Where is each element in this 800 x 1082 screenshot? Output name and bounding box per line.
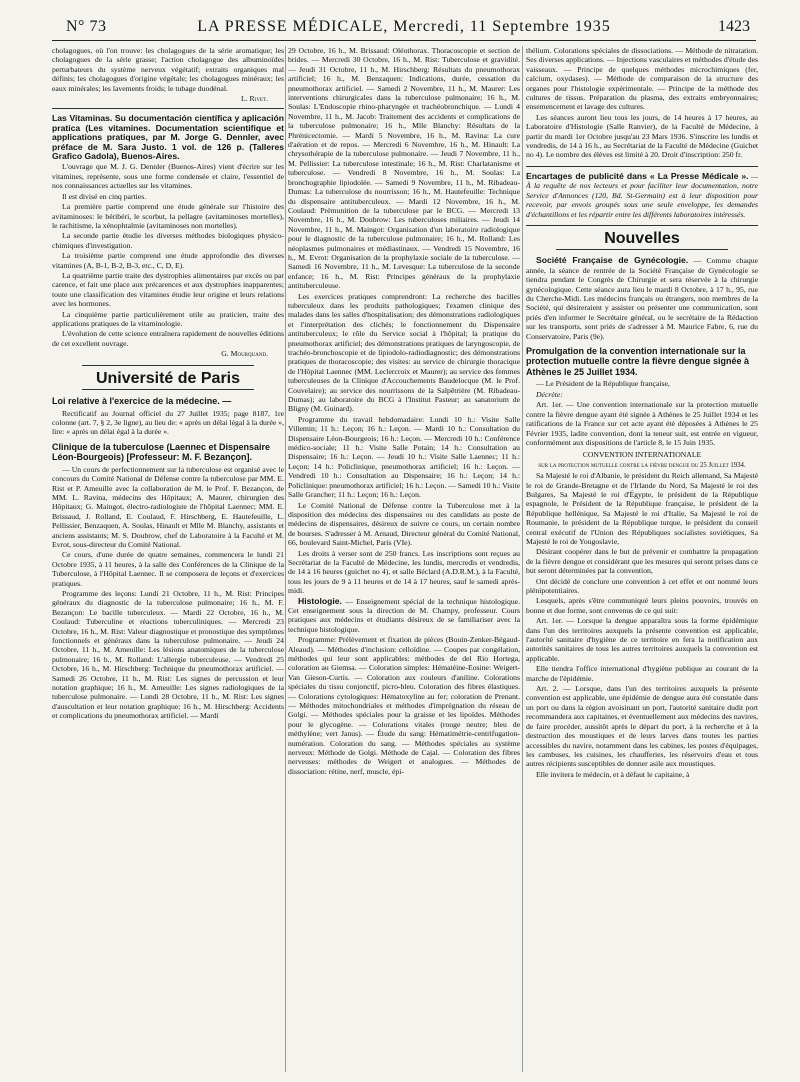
column-2: [288, 46, 520, 1072]
notice-box: [526, 166, 758, 226]
paragraph: Société Française de Gynécologie. — Comme chaque année, la séance de rentrée de la Société Française de Gynécologie se tiendra pendant le Congrès de Chirurgie et sera réservée à la chirurgie gynécologique. Cette séance aura lieu le mardi 8 Octobre, à 17 h., 95, rue du Cherche-Midi. Les médecins français ou étrangers, non membres de la Société, qui désireraient y assister ou présenter une communication, sont priés d'en informer le Secrétaire général, ou le secrétaire de la Rédaction sur les transports, sont priés de s'adresser à M. Maurice Fabre, 6, rue du Conservatoire, Paris (9e).: [526, 255, 758, 341]
subsection-title: Société Française de Gynécologie.: [536, 255, 689, 266]
paragraph: Décrète:: [536, 389, 563, 399]
divider: [52, 108, 284, 109]
paragraph: Ont décidé de conclure une convention à cet effet et ont nommé leurs plénipotentiaires.: [526, 576, 758, 595]
paragraph: Elle invitera le médecin, et à défaut le capitaine, à: [536, 769, 690, 779]
section-title: Nouvelles: [604, 229, 680, 247]
column-1: [52, 46, 284, 1072]
paragraph: Les séances auront lieu tous les jours, de 14 heures à 17 heures, au Laboratoire d'Histologie (Salle Ranvier), de la Faculté de Médecine, à partir du mardi 1er Octobre jusqu'au 23 Mars 1936. S'inscrire les lundis et vendredis, de 14 à 16 h., au Secrétariat de la Faculté de Médecine (Guichet no 4). Le nombre des élèves est limité à 20. Droit d'inscription: 250 fr.: [526, 112, 758, 160]
paragraph: Elle tiendra l'office international d'hygiène publique au courant de la marche de l'épidémie.: [526, 664, 758, 683]
paragraph: Désirant coopérer dans le but de prévenir et combattre la propagation de la fièvre dengue et considérant que les mesures qui seront prises dans ce but seront déterminées par la convention,: [526, 547, 758, 576]
paragraph: — Le Président de la République française,: [536, 379, 670, 389]
paragraph: Sa Majesté le roi d'Albanie, le président du Reich allemand, Sa Majesté le roi de Grande-Bretagne et de l'Irlande du Nord, Sa Majesté le roi des Bulgares, Sa Majesté le roi d'Égypte, le président de la République espagnole, le Président de la République française, le président de la République hellénique, Sa Majesté le roi d'Italie, Sa Majesté le roi de Roumanie, le président de la République turque, le président du conseil central exécutif de l'Union des Républiques socialistes soviétiques, Sa Majesté le roi de Yougoslavie,: [526, 471, 758, 546]
paragraph: Ce cours, d'une durée de quatre semaines, commencera le lundi 21 Octobre 1935, à 11 heures, à la salle des Conférences de la Clinique de la Tuberculose, à l'Hôpital Laennec. Il se composera de leçons et d'exercices pratiques.: [52, 550, 284, 588]
column-3: [526, 46, 758, 1072]
signature: G. Mourquand.: [221, 349, 268, 359]
divider: [556, 249, 728, 250]
paragraph: Rectificatif au Journal officiel du 27 Juillet 1935; page 8187, 1re colonne (art. 7, § 2, 3e ligne), au lieu de: « après un délai légal à la durée », lire: « après un délai égal à la durée ».: [52, 408, 284, 437]
issue-number: N° 73: [66, 18, 107, 35]
divider: [82, 389, 254, 390]
paragraph: L'ouvrage que M. J. G. Dennler (Buenos-Aires) vient d'écrire sur les vitamines, représente, sous une forme condensée et claire, l'essentiel de nos connaissances actuelles sur les vitamines.: [52, 162, 284, 191]
divider: [82, 365, 254, 366]
paragraph: Programme: Prélèvement et fixation de pièces (Bouin-Zenker-Bégaud-Aleaud). — Méthodes d'inclusion: celloïdine. — Coupes par congélation, méthodes qui leur sont applicables: méthodes de del Rio Hortega, coloration au Giemsa. — Coloration simples: Hématéine-Eosine: Weigert-Van Gieson-Curtis. — Coloration aux couleurs d'aniline. Colorations spéciales du tissu conjonctif, picro-bleu. Coloration des fibres élastiques. — Colorations cytologiques: Hématoxyline au fer; coloration de Prenant. — Méthodes mitochondriales et méthodes d'imprégnation du réseau de Golgi. — Méthodes spéciales pour la graisse et les lipoïdes. Méthodes pour le glycogène. — Colorations vitales (rouge neutre; bleu de méthylène; vert Janus). — Étude du sang: Hématimétrie-centrifugation-numération. Coloration du sang. — Méthodes spéciales au système nerveux: Méthode de Golgi. Méthode de Cajal. — Coloration des fibres nerveuses: méthodes de Weigert et analogues. — Méthodes de dissociation: rétine, nerf, muscle, épi-: [288, 635, 520, 776]
paragraph: Programme des leçons: Lundi 21 Octobre, 11 h., M. Rist: Principes généraux du diagnostic de la tuberculose pulmonaire; 16 h., M. F. Bezançon: Le bacille tuberculeux. — Mardi 22 Octobre, 16 h., M. Coulaud: Tuberculine et réactions tuberculiniques. — Mercredi 23 Octobre, 16 h., M. Rist: Valeur diagnostique et pronostique des symptômes fonctionnels et généraux dans la tuberculose pulmonaire. — Jeudi 24 Octobre, 11 h., M. Ameuille: Les lésions anatomiques de la tuberculose pulmonaire; 16 h., M. Rolland: L'allergie tuberculeuse. — Vendredi 25 Octobre, 16 h., M. Hirschberg: Technique du pneumothorax artificiel. — Samedi 26 Octobre, 11 h., M. Rist: Les signes de percussion et leur notation graphique; 16 h., M. Ameuille: Les signes radiologiques de la tuberculose pulmonaire. — Lundi 28 Octobre, 11 h., M. Rist: Les signes d'auscultation et leur notation graphique; 16 h., M. Hirschberg: Accidents et complications du pneumothorax artificiel. — Mardi: [52, 589, 284, 721]
convention-heading: CONVENTION INTERNATIONALE: [582, 450, 702, 460]
signature: L. Rivet.: [241, 94, 268, 104]
paragraph: cholagogues, où l'on trouve: les cholagogues de la série aromatique; les cholagogues de la série grasse; l'action cholagogue des albuminoïdes perturbateurs du système nerveux végétatif; extraits organiques mal définis; les cholagogues d'origine végétale; les cholagogues minéraux; les eaux minérales; les lavements froids; le tubage duodénal.: [52, 46, 284, 93]
paragraph: Art. 1er. — Lorsque la dengue apparaîtra sous la forme épidémique dans l'un des territoires auxquels la présente convention est applicable, l'autorité sanitaire d'hygiène de ce territoire en fera la notification aux autorités sanitaires de tous les autres territoires auxquels la convention est applicable.: [526, 616, 758, 663]
column-divider: [285, 46, 286, 1072]
subsection-title: Promulgation de la convention internationale sur la protection mutuelle contre la fièvre dengue signée à Athènes le 25 Juillet 1934.: [526, 345, 750, 377]
paragraph: La cinquième partie particulièrement utile au praticien, traite des applications pratiques de la vitaminologie.: [52, 309, 284, 328]
paragraph: Encartages de publicité dans « La Presse Médicale ». — À la requête de nos lecteurs et pour faciliter leur documentation, notre Service d'Annonces (120, Bd. St-Germain) est à leur disposition pour recevoir, par envois groupés sous une seule enveloppe, les demandes d'échantillons et les répartir entre les différents laboratoires intéressés.: [526, 170, 758, 219]
paragraph: Histologie. — Enseignement spécial de la technique histologique. Cet enseignement sous la direction de M. Champy, professeur. Cours pratiques aux médecins et étudiants désireux de se familiariser avec la technique histologique.: [288, 595, 520, 634]
paragraph: La quatrième partie traite des dystrophies alimentaires par excès ou par carence, et fait une place aux précarences et aux dystrophies inapparentes; toute une classification des vitamines étudie leur origine et leurs relations avec les hormones.: [52, 270, 284, 309]
convention-subheading: sur la protection mutuelle contre la fièvre dengue du 25 Juillet 1934.: [538, 461, 746, 469]
paragraph: Les droits à verser sont de 250 francs. Les inscriptions sont reçues au Secrétariat de la Faculté de Médecine, les lundis, mercredis et vendredis, de 14 à 16 heures (guichet no 4), et salle Béclard (A.D.R.M.), à la Faculté, tous les jours de 9 à 11 heures et de 14 à 17 heures, sauf le samedi après-midi.: [288, 548, 520, 596]
review-title: Las Vitaminas. Su documentación científica y aplicación pratica (Les vitamines. Documentation scientifique et applications pratiques, par M. Jorge G. Dennler, avec préface de M. Sara Justo. 1 vol. de 126 p. (Talleres Grafico Gadola), Buenos-Aires.: [52, 113, 284, 162]
subsection-title: Loi relative à l'exercice de la médecine. —: [52, 396, 232, 406]
header-rule: [52, 40, 756, 41]
paragraph: Lesquels, après s'être communiqué leurs pleins pouvoirs, trouvés en bonne et due forme, sont convenus de ce qui suit:: [526, 596, 758, 615]
paragraph: La troisième partie comprend une étude approfondie des diverses vitamines (A, B-1, B-2, B-3, etc., C, D, E).: [52, 251, 284, 270]
paragraph: — Un cours de perfectionnement sur la tuberculose est organisé avec le concours du Comité National de Défense contre la tuberculose par MM. E. Rist et P. Ameuille avec la collaboration de M. le Prof. F. Bezançon, de MM. L. Ravina, médecins des Hôpitaux; A. Maurer, chirurgien des Hôpitaux; G. Maingot, électro-radiologiste de l'hôpital Laennec; MM. E. Brissaud, J. Rolland, E. Coulaud, F. Hirschberg, E. Hautefeuille, L. Pellissier, Benzaquen, A. Soulas, Hinault et Mlle M. Blanchy, assistants et anciens assistants; M. S. Doubrow, chef de Laboratoire à la Faculté et M. Evrot, sous-directeur du Comité National.: [52, 464, 284, 549]
paragraph: Les exercices pratiques comprendront: La recherche des bacilles tuberculeux dans les produits pathologiques; l'examen clinique des malades dans les salles d'hospitalisation; des démonstrations radiologiques et l'interprétation des clichés; le fonctionnement du Dispensaire antituberculeux; le rôle du Service social à l'hôpital; la pratique du pneumothorax artificiel; des démonstrations pratiques de laryngoscopie, de trachéo-bronchoscopie et de lipiodolo-radiodiagnostic; des démonstrations pratiques de thoracoscopie; des visites: au service de chirurgie thoracique de l'Hôpital Laennec (MM. Leclercroix et Maurer); au service des femmes tuberculeuses de la Clinique d'Accouchements Baudelocque (M. le Prof. Couvelaire); au service des nourrissons de la Salpêtrière (M. Ribadeau-Dumas); au laboratoire du BCG à l'Institut Pasteur; au sanatorium de Bligny (M. Guinard).: [288, 291, 520, 414]
page-header: [52, 8, 756, 38]
subsection-title: Histologie.: [298, 595, 342, 606]
journal-title: LA PRESSE MÉDICALE, Mercredi, 11 Septembre 1935: [197, 18, 611, 35]
column-divider: [522, 46, 523, 1072]
paragraph: Art. 2. — Lorsque, dans l'un des territoires auxquels la présente convention est applicable, une épidémie de dengue aura été constatée dans un port ou dans la région avoisinant un port, l'autorité sanitaire dudit port recommandera aux capitaines, et éventuellement aux médecins des navires, de faire procéder, aussitôt après le départ du port, à la recherche et à la destruction des moustiques et de leurs larves dans toutes les parties accessibles du navire, notamment dans les cabines, les postes d'équipages, les cambuses, les cuisines, les chaufferies, les réservoirs d'eau et tous autres récipients susceptibles de donner asile aux moustiques.: [526, 684, 758, 769]
paragraph: Il est divisé en cinq parties.: [62, 191, 147, 201]
paragraph: L'évolution de cette science entraînera rapidement de nouvelles éditions de cet excellent ouvrage.: [52, 329, 284, 348]
subsection-title: Clinique de la tuberculose (Laennec et Dispensaire Léon-Bourgeois) [Professeur: M. F. Bezançon].: [52, 441, 271, 463]
paragraph: Programme du travail hebdomadaire: Lundi 10 h.: Visite Salle Villemin; 11 h.: Leçon; 16 h.: Leçon. — Mardi 10 h.: Consultation du Dispensaire Léon-Bourgeois; 16 h.: Leçon. — Mercredi 10 h.: Conférence médico-sociale; 11 h.: Visite Salle Potain; 14 h.: Consultation au Dispensaire; 16 h.: Leçon. — Jeudi 10 h.: Visite Salle Laennec; 11 h.: Leçon; 14 h.: Policlinique, pneumothorax artificiel; 16 h.: Leçon. — Vendredi 10 h.: Consultation au Dispensaire; 16 h.: Leçon; 14 h.: Policlinique: pneumothorax artificiel; 16 h.: Leçon. — Samedi 10 h.: Visite Salle Grancher; 11 h.: Leçon; 16 h.: Leçon.: [288, 414, 520, 500]
section-title: Université de Paris: [95, 369, 241, 387]
paragraph: Art. 1er. — Une convention internationale sur la protection mutuelle contre la fièvre dengue ayant été signée à Athènes le 25 Juillet 1934 et les ratifications de la France sur cet acte ayant été déposées à Athènes le 25 Février 1935, ladite convention, dont la teneur suit, est entrée en vigueur, conformément aux dispositions de l'article 8, le 15 Juin 1935.: [526, 400, 758, 447]
paragraph: Le Comité National de Défense contre la Tuberculose met à la disposition des médecins des dispensaires ou des candidats au poste de médecins de dispensaires, désireux de suivre ce cours, un certain nombre de bourses. S'adresser à M. Arnaud, Directeur général du Comité National, 66, boulevard Saint-Michel, Paris (VIe).: [288, 500, 520, 548]
paragraph: La seconde partie étudie les diverses méthodes biologiques physico-chimiques d'investigation.: [52, 231, 284, 250]
page-number: 1423: [718, 18, 750, 35]
paragraph: 29 Octobre, 16 h., M. Brissaud: Oléothorax. Thoracoscopie et section de brides. — Mercredi 30 Octobre, 16 h., M. Rist: Tuberculose et gravidité. — Jeudi 31 Octobre, 11 h., M. Hirschberg: Résultats du pneumothorax artificiel; 16 h., M. Benzaquen: Indications, durée, cessation du pneumothorax artificiel. — Samedi 2 Novembre, 11 h., M. Maurer: Les interventions chirurgicales dans la tuberculose pulmonaire; 16 h., M. Soulas: L'Endoscopie rhino-pharyngée et trachéobronchique. — Lundi 4 Novembre, 11 h., M. Jacob: Traitement des accidents et complications de la tuberculose pulmonaire; 16 h., Mlle Blanchy: Résultats de la Phrénicectomie. — Mardi 5 Novembre, 16 h., M. Ravina: La cure d'aération et de repos. — Mercredi 6 Novembre, 16 h., M. Hinault: La chrysothérapie de la tuberculose pulmonaire. — Jeudi 7 Novembre, 11 h., M. Pellissier: La tuberculose intestinale; 16 h., M. Rist: Charlatanisme et tuberculose. — Vendredi 8 Novembre, 16 h., M. Soulas: La bronchographie lipiodolée. — Samedi 9 Novembre, 11 h., M. Ribadeau-Dumas: La tuberculose du nourrisson; 16 h., M. Hautefeuille: Technique du dispensaire antituberculeux. — Mardi 12 Novembre, 16 h., M. Coulaud: Prémunition de la tuberculose par le BCG. — Mercredi 13 Novembre, 16 h., M. Doubrow: Les tuberculoses miliaires. — Jeudi 14 Novembre, 11 h., M. Maingot: Organisation d'un laboratoire radiologique pour le diagnostic de la tuberculose pulmonaire; 16 h., M. Rolland: Les néoplasmes pulmonaires et médiastinaux. — Vendredi 15 Novembre, 16 h., M. Evrot: Organisation de la prophylaxie sociale de la tuberculose. — Samedi 16 Novembre, 11 h., M. Levesque: La tuberculose de la seconde enfance; 16 h., M. Rist: Principes généraux de la prophylaxie antituberculeuse.: [288, 46, 520, 291]
paragraph: La première partie comprend une étude générale sur l'histoire des avitaminoses: le béribéri, le scorbut, la pellagre (avitaminoses mortelles), le rachitisme, la xénophtalmie (avitaminoses non mortelles).: [52, 202, 284, 230]
paragraph: thélium. Colorations spéciales de dissociations. — Méthode de nitratation. Ses diverses applications. — Injections vasculaires et méthodes d'étude des vaisseaux. — Principe de quelques méthodes microchimiques (fer, calcium, oxydases). — Méthode de comparaison de la structure des organes pour l'histologie expérimentale. — Principe de la méthode des cultures de tissus. Préparation du plasma, des extraits embryonnaires; ensemencement et lavage des cultures.: [526, 46, 758, 112]
